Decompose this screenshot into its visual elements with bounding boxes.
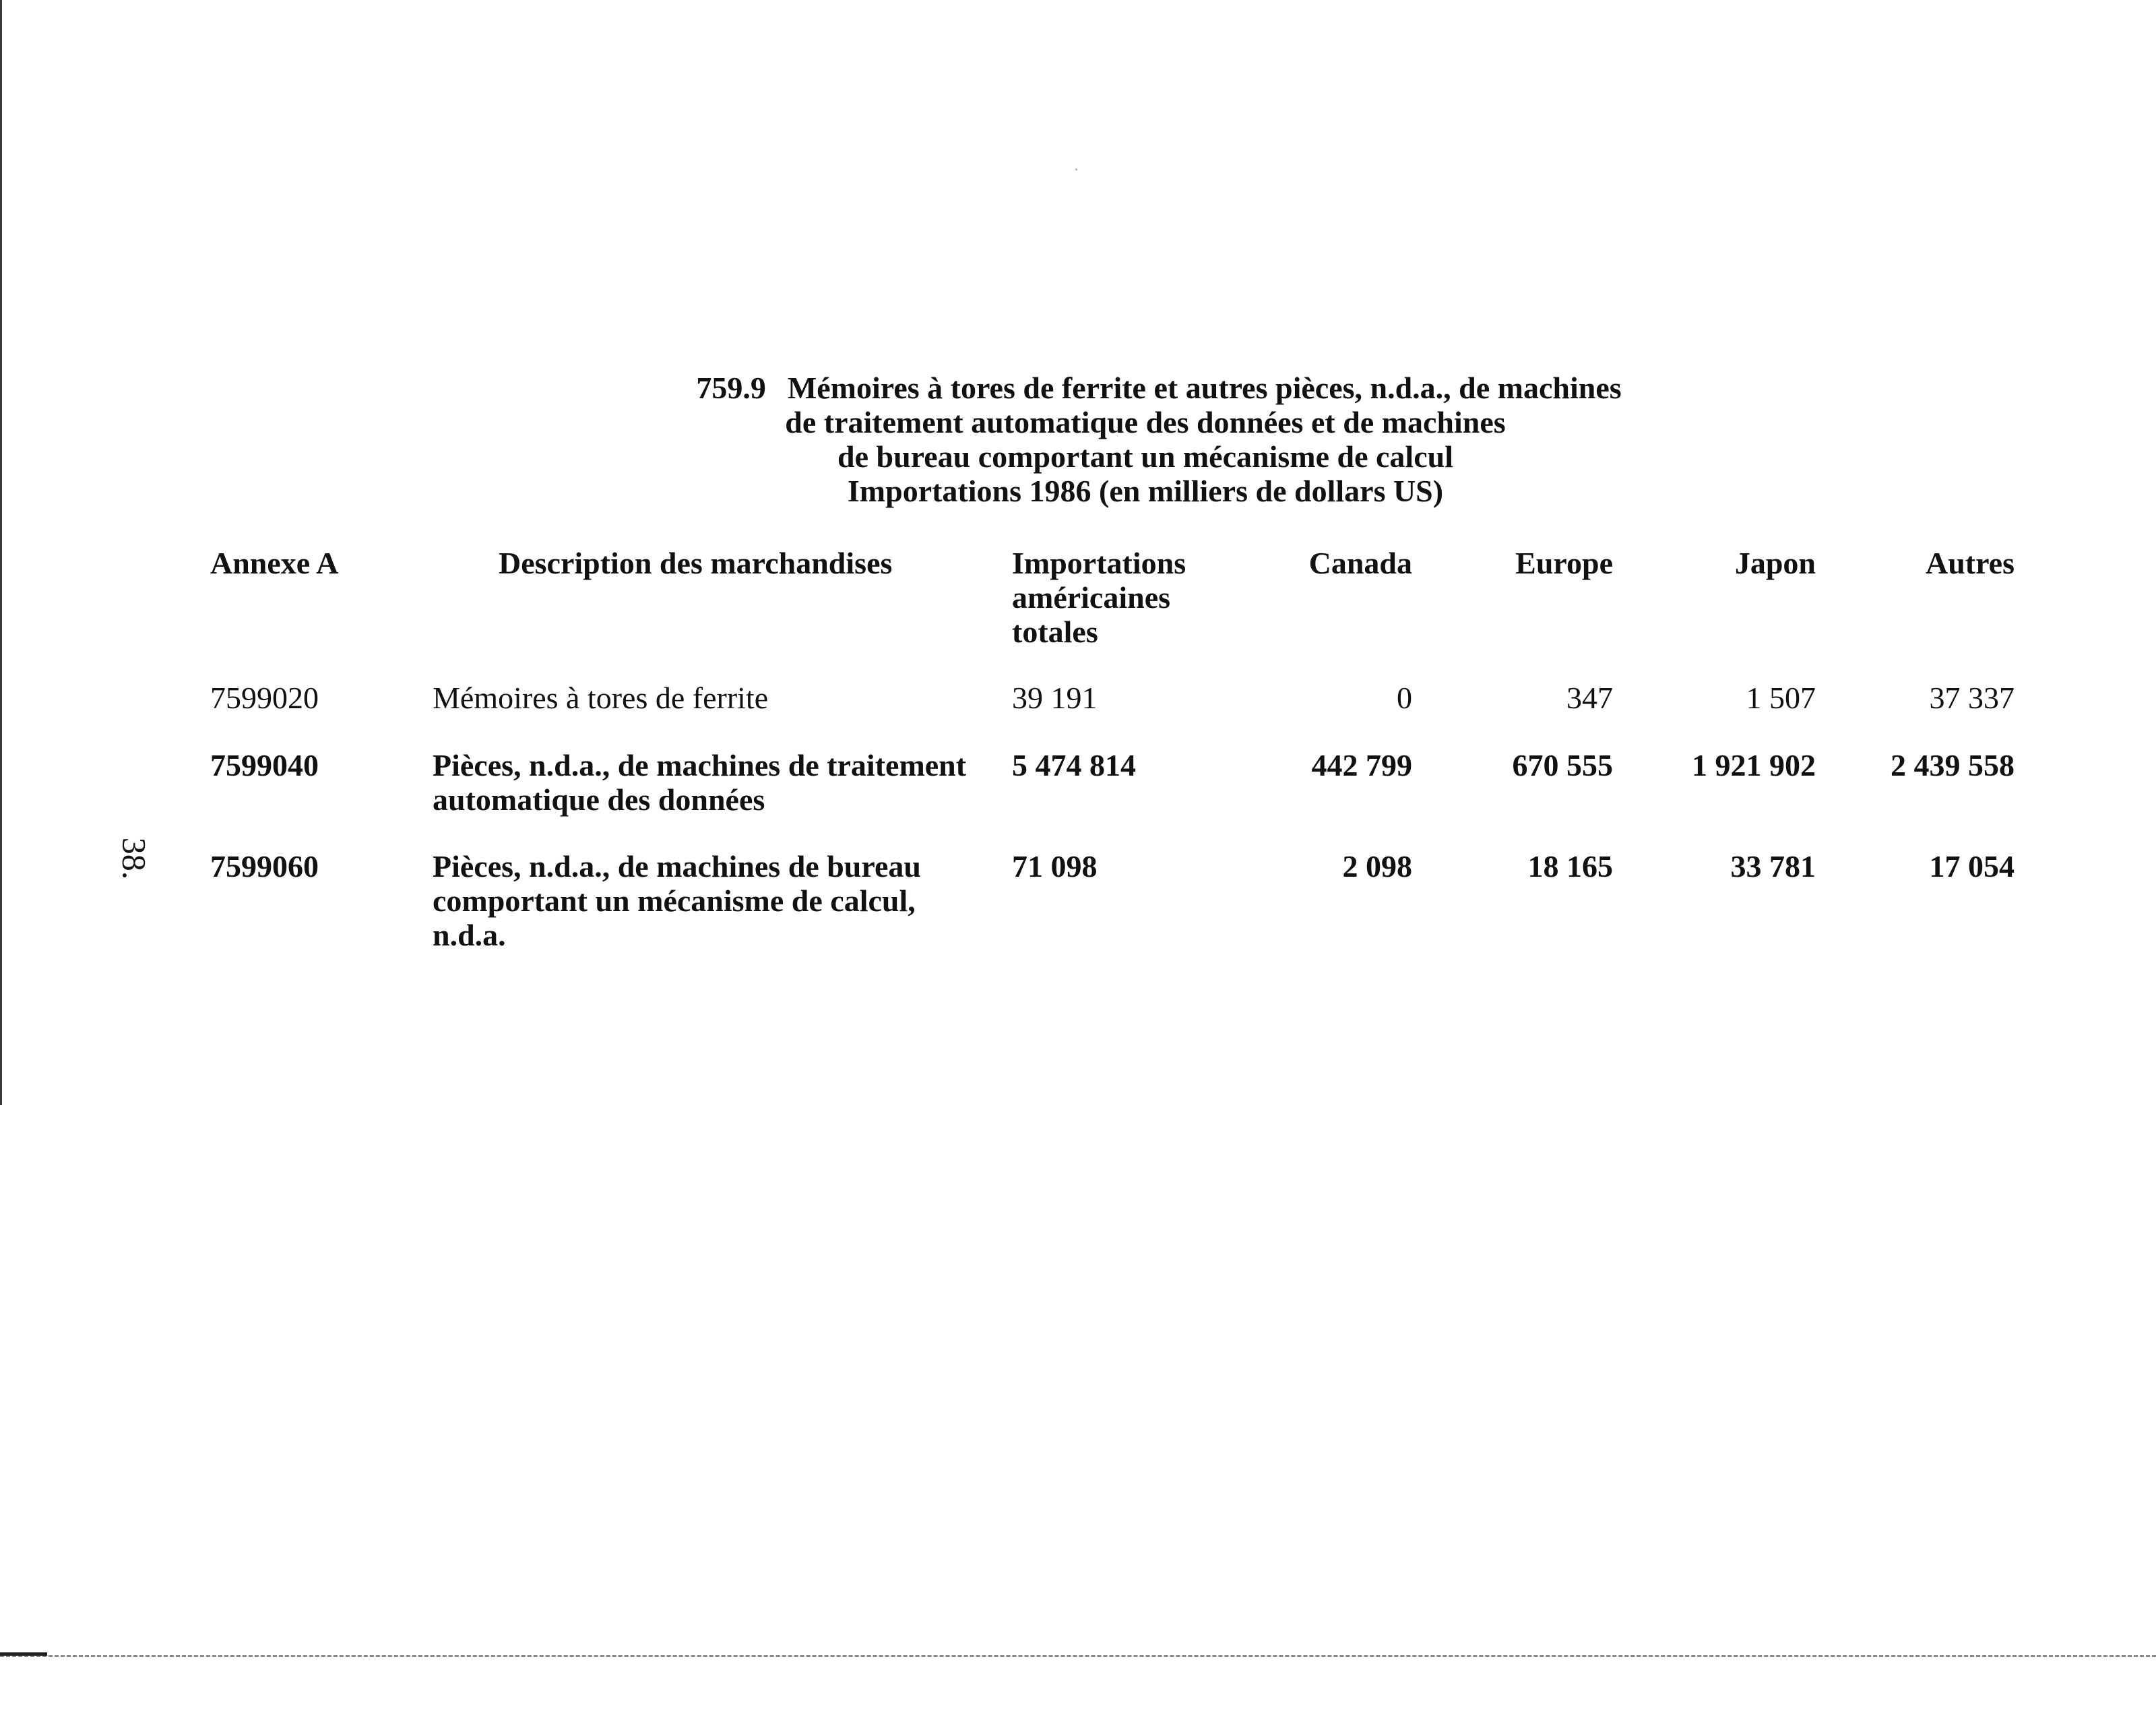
row-1-annexe: 7599020 (210, 681, 319, 715)
row-2-total: 5 474 814 (1012, 748, 1136, 782)
row-3-description-line-3: n.d.a. (433, 918, 506, 952)
row-1-total: 39 191 (1012, 681, 1098, 715)
row-3-japon: 33 781 (1730, 849, 1816, 883)
scan-left-edge (0, 0, 2, 1105)
header-total-line-3: totales (1012, 615, 1098, 649)
row-3-annexe: 7599060 (210, 849, 319, 883)
scan-bottom-mark (0, 1652, 47, 1656)
row-1-description-line-1: Mémoires à tores de ferrite (433, 681, 769, 715)
header-total-line-1: Importations (1012, 546, 1186, 580)
row-1-japon: 1 507 (1746, 681, 1816, 715)
row-2-europe: 670 555 (1512, 748, 1613, 782)
title-line-3: de bureau comportant un mécanisme de calcul (837, 439, 1453, 474)
title-code: 759.9 (696, 371, 766, 405)
header-europe: Europe (1515, 546, 1613, 580)
header-annexe: Annexe A (210, 546, 339, 580)
row-2-japon: 1 921 902 (1692, 748, 1816, 782)
row-2-autres: 2 439 558 (1891, 748, 2015, 782)
row-2-annexe: 7599040 (210, 748, 319, 782)
title-line-2: de traitement automatique des données et de machines (785, 405, 1506, 439)
scan-bottom-rule (0, 1655, 2156, 1657)
header-japon: Japon (1734, 546, 1816, 580)
row-3-description (433, 849, 921, 952)
header-total-imports (1012, 546, 1186, 649)
row-3-total: 71 098 (1012, 849, 1098, 883)
row-2-description (433, 748, 966, 817)
header-autres: Autres (1925, 546, 2015, 580)
table-title (606, 371, 1684, 508)
row-3-autres: 17 054 (1929, 849, 2015, 883)
row-2-description-line-2: automatique des données (433, 782, 765, 817)
row-3-canada: 2 098 (1342, 849, 1412, 883)
header-description: Description des marchandises (499, 546, 893, 580)
scan-speck (1075, 168, 1077, 170)
header-total-line-2: américaines (1012, 580, 1171, 615)
row-3-description-line-2: comportant un mécanisme de calcul, (433, 883, 916, 918)
title-line-1 (606, 371, 1684, 405)
row-3-description-line-1: Pièces, n.d.a., de machines de bureau (433, 849, 921, 883)
row-2-description-line-1: Pièces, n.d.a., de machines de traitement (433, 748, 967, 782)
title-line-4: Importations 1986 (en milliers de dollars US) (847, 474, 1444, 508)
row-2-canada: 442 799 (1311, 748, 1412, 782)
page-number: 38. (115, 837, 154, 880)
row-1-description (433, 681, 768, 715)
title-line-1-text: Mémoires à tores de ferrite et autres pièces, n.d.a., de machines (787, 371, 1622, 405)
header-canada: Canada (1308, 546, 1412, 580)
row-1-autres: 37 337 (1929, 681, 2015, 715)
row-1-europe: 347 (1566, 681, 1613, 715)
row-3-europe: 18 165 (1527, 849, 1613, 883)
row-1-canada: 0 (1397, 681, 1412, 715)
